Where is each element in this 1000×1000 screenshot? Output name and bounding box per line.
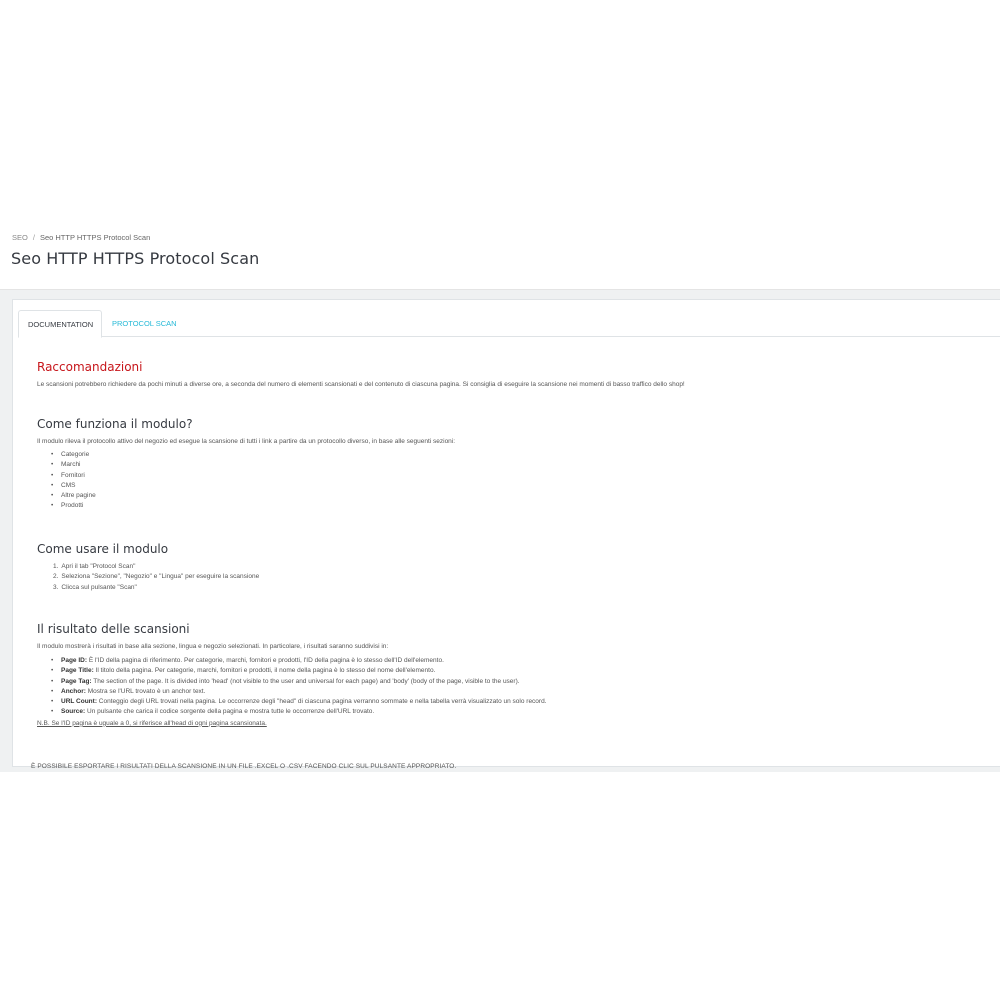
page-header bbox=[0, 227, 1000, 290]
documentation-panel bbox=[12, 299, 1000, 770]
list-item: • CMS bbox=[51, 481, 455, 491]
result-term: Page ID: bbox=[61, 657, 88, 664]
recommendations-heading: Raccomandazioni bbox=[37, 360, 143, 374]
list-item bbox=[51, 666, 547, 676]
results-heading: Il risultato delle scansioni bbox=[37, 622, 190, 636]
section-how-it-works bbox=[37, 417, 455, 512]
breadcrumb-separator: / bbox=[32, 233, 35, 242]
list-item: • Marchi bbox=[51, 460, 455, 470]
list-item bbox=[51, 656, 547, 666]
breadcrumb bbox=[12, 233, 150, 242]
results-list bbox=[51, 656, 547, 718]
result-desc: Un pulsante che carica il codice sorgente della pagina e mostra tutte le occorrenze dell'URL trovato. bbox=[85, 708, 375, 716]
section-recommendations bbox=[37, 360, 685, 389]
breadcrumb-current: Seo HTTP HTTPS Protocol Scan bbox=[39, 233, 151, 242]
step-text: Apri il tab "Protocol Scan" bbox=[61, 563, 136, 570]
list-item bbox=[51, 697, 547, 707]
result-desc: È l'ID della pagina di riferimento. Per categorie, marchi, fornitori e prodotti, l'ID della pagina è lo stesso dell'ID dell'elemento. bbox=[87, 657, 444, 664]
list-item bbox=[53, 583, 259, 593]
step-number: 3. bbox=[53, 583, 59, 591]
step-number: 2. bbox=[53, 573, 59, 581]
list-item: • Altre pagine bbox=[51, 491, 455, 501]
results-note: N.B. Se l'ID pagina è uguale a 0, si riferisce all'head di ogni pagina scansionata. bbox=[37, 719, 267, 727]
tab-documentation[interactable]: DOCUMENTATION bbox=[18, 310, 102, 338]
results-text: Il modulo mostrerà i risultati in base alla sezione, lingua e negozio selezionati. In particolare, i risultati saranno suddivisi in: bbox=[37, 643, 389, 650]
list-item bbox=[53, 562, 259, 572]
result-desc: The section of the page. It is divided into 'head' (not visible to the user and universal for each page) and 'body' (body of the page, visible to the user). bbox=[91, 677, 520, 685]
how-to-use-heading: Come usare il modulo bbox=[37, 542, 169, 556]
tab-protocol-scan[interactable]: PROTOCOL SCAN bbox=[112, 319, 177, 328]
result-term: Page Title: bbox=[61, 667, 94, 675]
result-term: URL Count: bbox=[61, 698, 97, 706]
sections-list bbox=[51, 450, 455, 512]
list-item bbox=[51, 677, 547, 687]
steps-list bbox=[53, 562, 259, 593]
step-number: 1. bbox=[53, 563, 59, 570]
page-title: Seo HTTP HTTPS Protocol Scan bbox=[11, 249, 260, 268]
result-term: Anchor: bbox=[61, 687, 86, 695]
result-term: Page Tag: bbox=[61, 677, 92, 685]
list-item: • Categorie bbox=[51, 450, 455, 460]
section-how-to-use bbox=[37, 542, 259, 593]
recommendations-text: Le scansioni potrebbero richiedere da pochi minuti a diverse ore, a seconda del numero di elementi scansionati e del contenuto di ciascuna pagina. Si consiglia di eseguire la scansione nei momenti di basso traffico dello shop! bbox=[37, 381, 685, 388]
admin-frame bbox=[0, 227, 1000, 772]
result-desc: Il titolo della pagina. Per categorie, marchi, fornitori e prodotti, il nome della pagina è lo stesso del nome dell'elemento. bbox=[93, 667, 436, 675]
how-it-works-heading: Come funziona il modulo? bbox=[37, 417, 193, 431]
list-item bbox=[53, 572, 259, 582]
breadcrumb-seo-link[interactable]: SEO bbox=[12, 233, 28, 242]
step-text: Seleziona "Sezione", "Negozio" e "Lingua" per eseguire la scansione bbox=[61, 573, 260, 581]
step-text: Clicca sul pulsante "Scan" bbox=[61, 583, 137, 591]
result-term: Source: bbox=[61, 708, 86, 716]
tab-bar bbox=[18, 310, 1000, 337]
list-item bbox=[51, 707, 547, 717]
result-desc: Mostra se l'URL trovato è un anchor text. bbox=[85, 687, 206, 695]
result-desc: Conteggio degli URL trovati nella pagina. Le occorrenze degli "head" di ciascuna pagina verranno sommate e nella tabella verrà visualizzato un solo record. bbox=[96, 698, 547, 706]
list-item bbox=[51, 687, 547, 697]
list-item: • Prodotti bbox=[51, 501, 455, 511]
export-note: È POSSIBILE ESPORTARE I RISULTATI DELLA SCANSIONE IN UN FILE .EXCEL O .CSV FACENDO CLIC SUL PULSANTE APPROPRIATO. bbox=[31, 763, 457, 770]
content-area bbox=[0, 290, 1000, 772]
list-item: • Fornitori bbox=[51, 471, 455, 481]
how-it-works-text: Il modulo rileva il protocollo attivo del negozio ed esegue la scansione di tutti i link a partire da un protocollo diverso, in base alle seguenti sezioni: bbox=[37, 438, 456, 445]
section-results bbox=[37, 622, 547, 727]
